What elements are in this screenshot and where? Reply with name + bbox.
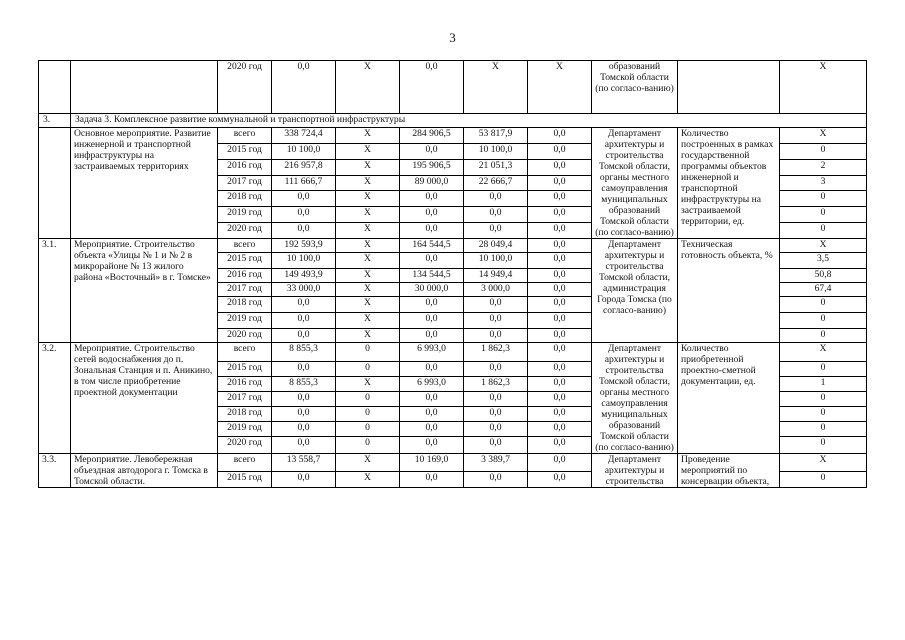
section-number — [39, 128, 71, 239]
cell-other: 0,0 — [528, 283, 592, 297]
cell-year: 2018 год — [218, 297, 272, 313]
cell-local: X — [464, 61, 528, 114]
table-row — [39, 61, 867, 114]
cell-federal: X — [336, 61, 400, 114]
cell-year: 2015 год — [218, 472, 272, 488]
cell-year: 2016 год — [218, 377, 272, 392]
cell-federal: X — [336, 377, 400, 392]
cell-indicator-value: X — [780, 343, 867, 362]
cell-year: 2015 год — [218, 143, 272, 159]
cell-other: 0,0 — [528, 223, 592, 239]
cell-total: 111 666,7 — [272, 175, 336, 191]
cell-total: 0,0 — [272, 313, 336, 329]
section-number: 3.2. — [39, 343, 71, 454]
cell-other: 0,0 — [528, 454, 592, 472]
cell-indicator-value: 0 — [780, 297, 867, 313]
cell-year: 2019 год — [218, 207, 272, 223]
cell-regional: 0,0 — [400, 191, 464, 207]
cell-total: 0,0 — [272, 207, 336, 223]
task-number: 3. — [39, 114, 71, 128]
cell-indicator-value: 0 — [780, 191, 867, 207]
table-row — [39, 128, 867, 144]
cell-other: 0,0 — [528, 472, 592, 488]
cell-other: 0,0 — [528, 343, 592, 362]
cell-federal: X — [336, 223, 400, 239]
cell-regional: 284 906,5 — [400, 128, 464, 144]
cell-indicator-value: 0 — [780, 143, 867, 159]
cell-other: 0,0 — [528, 253, 592, 269]
cell-regional: 0,0 — [400, 392, 464, 407]
section-name: Основное мероприятие. Развитие инженерной и транспортной инфраструктуры на застраиваемых территориях — [71, 128, 218, 239]
cell-indicator-value: 3,5 — [780, 253, 867, 269]
cell-other: 0,0 — [528, 269, 592, 283]
cell-regional: 10 169,0 — [400, 454, 464, 472]
cell-total: 0,0 — [272, 472, 336, 488]
section-executor: Департамент архитектуры и строительства Томской области, органы местного самоуправления муниципальных образований Томской области (по согласо-ванию) — [592, 128, 678, 239]
cell-other: 0,0 — [528, 436, 592, 453]
cell-regional: 89 000,0 — [400, 175, 464, 191]
cell-federal: X — [336, 253, 400, 269]
cell-local: 0,0 — [464, 207, 528, 223]
cell-federal: X — [336, 313, 400, 329]
cell-other: 0,0 — [528, 143, 592, 159]
cell-local: 0,0 — [464, 472, 528, 488]
cell-federal: X — [336, 454, 400, 472]
section-indicator: Проведение мероприятий по консервации объекта, — [678, 454, 780, 488]
cell-regional: 195 906,5 — [400, 159, 464, 175]
cell-indicator-value: X — [780, 128, 867, 144]
cell-other: 0,0 — [528, 175, 592, 191]
cell-local: 1 862,3 — [464, 343, 528, 362]
cell-indicator-value: 0 — [780, 223, 867, 239]
cell-local: 0,0 — [464, 421, 528, 436]
cell-federal: X — [336, 128, 400, 144]
cell-total: 0,0 — [272, 297, 336, 313]
cell-federal: X — [336, 297, 400, 313]
cell-year: 2016 год — [218, 159, 272, 175]
cell-federal: X — [336, 239, 400, 253]
cell-federal: 0 — [336, 407, 400, 422]
cell-indicator — [678, 61, 780, 114]
cell-federal: 0 — [336, 343, 400, 362]
cell-local: 3 000,0 — [464, 283, 528, 297]
cell-federal: 0 — [336, 392, 400, 407]
cell-local: 1 862,3 — [464, 377, 528, 392]
table-row — [39, 454, 867, 472]
cell-regional: 0,0 — [400, 362, 464, 377]
cell-federal: X — [336, 159, 400, 175]
cell-total: 338 724,4 — [272, 128, 336, 144]
cell-regional: 6 993,0 — [400, 377, 464, 392]
section-executor: Департамент архитектуры и строительства Томской области, органы местного самоуправления муниципальных образований Томской области (по согласо-ванию) — [592, 343, 678, 454]
cell-year: 2020 год — [218, 223, 272, 239]
section-indicator: Количество построенных в рамках государственной программы объектов инженерной и транспортной инфраструктуры на застраиваемой территории, ед. — [678, 128, 780, 239]
cell-year: 2017 год — [218, 175, 272, 191]
cell-executor: образований Томской области (по согласо-ванию) — [592, 61, 678, 114]
cell-year: всего — [218, 454, 272, 472]
cell-federal: X — [336, 191, 400, 207]
section-executor: Департамент архитектуры и строительства — [592, 454, 678, 488]
cell-indicator-value: 3 — [780, 175, 867, 191]
cell-year: 2020 год — [218, 329, 272, 343]
cell-local: 3 389,7 — [464, 454, 528, 472]
section-name: Мероприятие. Строительство сетей водоснабжения до п. Зональная Станция и п. Аникино, в том числе приобретение проектной документации — [71, 343, 218, 454]
cell-year: 2020 год — [218, 61, 272, 114]
cell-regional: 0,0 — [400, 253, 464, 269]
cell-other: 0,0 — [528, 191, 592, 207]
cell-local: 0,0 — [464, 223, 528, 239]
table-row — [39, 239, 867, 253]
cell-local: 14 949,4 — [464, 269, 528, 283]
program-table — [38, 60, 867, 488]
cell-regional: 6 993,0 — [400, 343, 464, 362]
cell-total: 0,0 — [272, 392, 336, 407]
cell-other: 0,0 — [528, 421, 592, 436]
cell-total: 13 558,7 — [272, 454, 336, 472]
cell-total: 10 100,0 — [272, 253, 336, 269]
section-number: 3.1. — [39, 239, 71, 343]
cell-total: 216 957,8 — [272, 159, 336, 175]
cell-other: 0,0 — [528, 207, 592, 223]
cell-regional: 0,0 — [400, 436, 464, 453]
cell-total: 0,0 — [272, 329, 336, 343]
cell-total: 0,0 — [272, 362, 336, 377]
cell-year: 2018 год — [218, 191, 272, 207]
cell-other: 0,0 — [528, 128, 592, 144]
cell-regional: 0,0 — [400, 61, 464, 114]
cell-regional: 134 544,5 — [400, 269, 464, 283]
section-indicator: Количество приобретенной проектно-сметной документации, ед. — [678, 343, 780, 454]
cell-total: 0,0 — [272, 223, 336, 239]
cell-other: 0,0 — [528, 313, 592, 329]
cell-local: 10 100,0 — [464, 143, 528, 159]
cell-indicator-value: 0 — [780, 362, 867, 377]
cell-year: 2017 год — [218, 392, 272, 407]
cell-year: 2019 год — [218, 421, 272, 436]
cell-other: 0,0 — [528, 329, 592, 343]
cell-federal: 0 — [336, 362, 400, 377]
cell-other: 0,0 — [528, 377, 592, 392]
cell-regional: 0,0 — [400, 223, 464, 239]
cell-total: 8 855,3 — [272, 377, 336, 392]
cell-regional: 0,0 — [400, 143, 464, 159]
cell-regional: 0,0 — [400, 297, 464, 313]
cell-other: 0,0 — [528, 392, 592, 407]
cell-regional: 164 544,5 — [400, 239, 464, 253]
cell-local: 0,0 — [464, 297, 528, 313]
section-number: 3.3. — [39, 454, 71, 488]
cell-indicator-value: 0 — [780, 313, 867, 329]
cell-indicator-value: 0 — [780, 421, 867, 436]
section-name: Мероприятие. Левобережная объездная автодорога г. Томска в Томской области. — [71, 454, 218, 488]
cell-regional: 0,0 — [400, 472, 464, 488]
cell-total: 8 855,3 — [272, 343, 336, 362]
cell-num — [39, 61, 71, 114]
cell-indicator-value: 1 — [780, 377, 867, 392]
cell-regional: 30 000,0 — [400, 283, 464, 297]
cell-year: 2016 год — [218, 269, 272, 283]
cell-other: 0,0 — [528, 407, 592, 422]
cell-federal: 0 — [336, 421, 400, 436]
cell-year: 2018 год — [218, 407, 272, 422]
cell-total: 0,0 — [272, 407, 336, 422]
cell-name — [71, 61, 218, 114]
cell-total: 0,0 — [272, 421, 336, 436]
cell-regional: 0,0 — [400, 329, 464, 343]
cell-regional: 0,0 — [400, 421, 464, 436]
cell-local: 22 666,7 — [464, 175, 528, 191]
cell-federal: X — [336, 329, 400, 343]
cell-indicator-value: X — [780, 454, 867, 472]
cell-total: 33 000,0 — [272, 283, 336, 297]
cell-total: 0,0 — [272, 191, 336, 207]
cell-local: 0,0 — [464, 407, 528, 422]
task-row — [39, 114, 867, 128]
cell-local: 21 051,3 — [464, 159, 528, 175]
cell-total: 192 593,9 — [272, 239, 336, 253]
cell-indicator-value: 0 — [780, 392, 867, 407]
cell-total: 149 493,9 — [272, 269, 336, 283]
cell-local: 0,0 — [464, 191, 528, 207]
cell-federal: X — [336, 283, 400, 297]
cell-federal: X — [336, 143, 400, 159]
cell-other: 0,0 — [528, 159, 592, 175]
page-number: 3 — [449, 30, 456, 45]
cell-indicator-value: 2 — [780, 159, 867, 175]
cell-federal: X — [336, 472, 400, 488]
cell-other: 0,0 — [528, 297, 592, 313]
section-name: Мероприятие. Строительство объекта «Улицы № 1 и № 2 в микрорайоне № 13 жилого района «Восточный» в г. Томске» — [71, 239, 218, 343]
cell-year: 2015 год — [218, 253, 272, 269]
cell-year: всего — [218, 343, 272, 362]
cell-local: 10 100,0 — [464, 253, 528, 269]
cell-indicator-value: 0 — [780, 436, 867, 453]
cell-indicator-value: 50,8 — [780, 269, 867, 283]
cell-local: 0,0 — [464, 329, 528, 343]
cell-other: 0,0 — [528, 239, 592, 253]
cell-indicator-value: 0 — [780, 472, 867, 488]
section-indicator: Техническая готовность объекта, % — [678, 239, 780, 343]
cell-indicator-value: 0 — [780, 407, 867, 422]
cell-total: 0,0 — [272, 436, 336, 453]
section-executor: Департамент архитектуры и строительства Томской области, администрация Города Томска (по согласо-ванию) — [592, 239, 678, 343]
cell-total: 10 100,0 — [272, 143, 336, 159]
cell-local: 53 817,9 — [464, 128, 528, 144]
cell-local: 0,0 — [464, 392, 528, 407]
cell-regional: 0,0 — [400, 313, 464, 329]
cell-indicator-value: X — [780, 239, 867, 253]
cell-local: 0,0 — [464, 436, 528, 453]
cell-indicator-value: 0 — [780, 329, 867, 343]
cell-other: 0,0 — [528, 362, 592, 377]
cell-local: 28 049,4 — [464, 239, 528, 253]
cell-federal: X — [336, 269, 400, 283]
cell-indicator-value: 67,4 — [780, 283, 867, 297]
cell-federal: X — [336, 175, 400, 191]
cell-regional: 0,0 — [400, 407, 464, 422]
cell-federal: X — [336, 207, 400, 223]
cell-year: 2017 год — [218, 283, 272, 297]
cell-year: 2020 год — [218, 436, 272, 453]
cell-indicator-value: X — [780, 61, 867, 114]
cell-indicator-value: 0 — [780, 207, 867, 223]
cell-year: всего — [218, 239, 272, 253]
cell-total: 0,0 — [272, 61, 336, 114]
cell-local: 0,0 — [464, 313, 528, 329]
cell-year: 2015 год — [218, 362, 272, 377]
task-title: Задача 3. Комплексное развитие коммунальной и транспортной инфраструктуры — [71, 114, 867, 128]
cell-local: 0,0 — [464, 362, 528, 377]
cell-year: всего — [218, 128, 272, 144]
table-row — [39, 343, 867, 362]
cell-other: X — [528, 61, 592, 114]
cell-federal: 0 — [336, 436, 400, 453]
cell-regional: 0,0 — [400, 207, 464, 223]
cell-year: 2019 год — [218, 313, 272, 329]
